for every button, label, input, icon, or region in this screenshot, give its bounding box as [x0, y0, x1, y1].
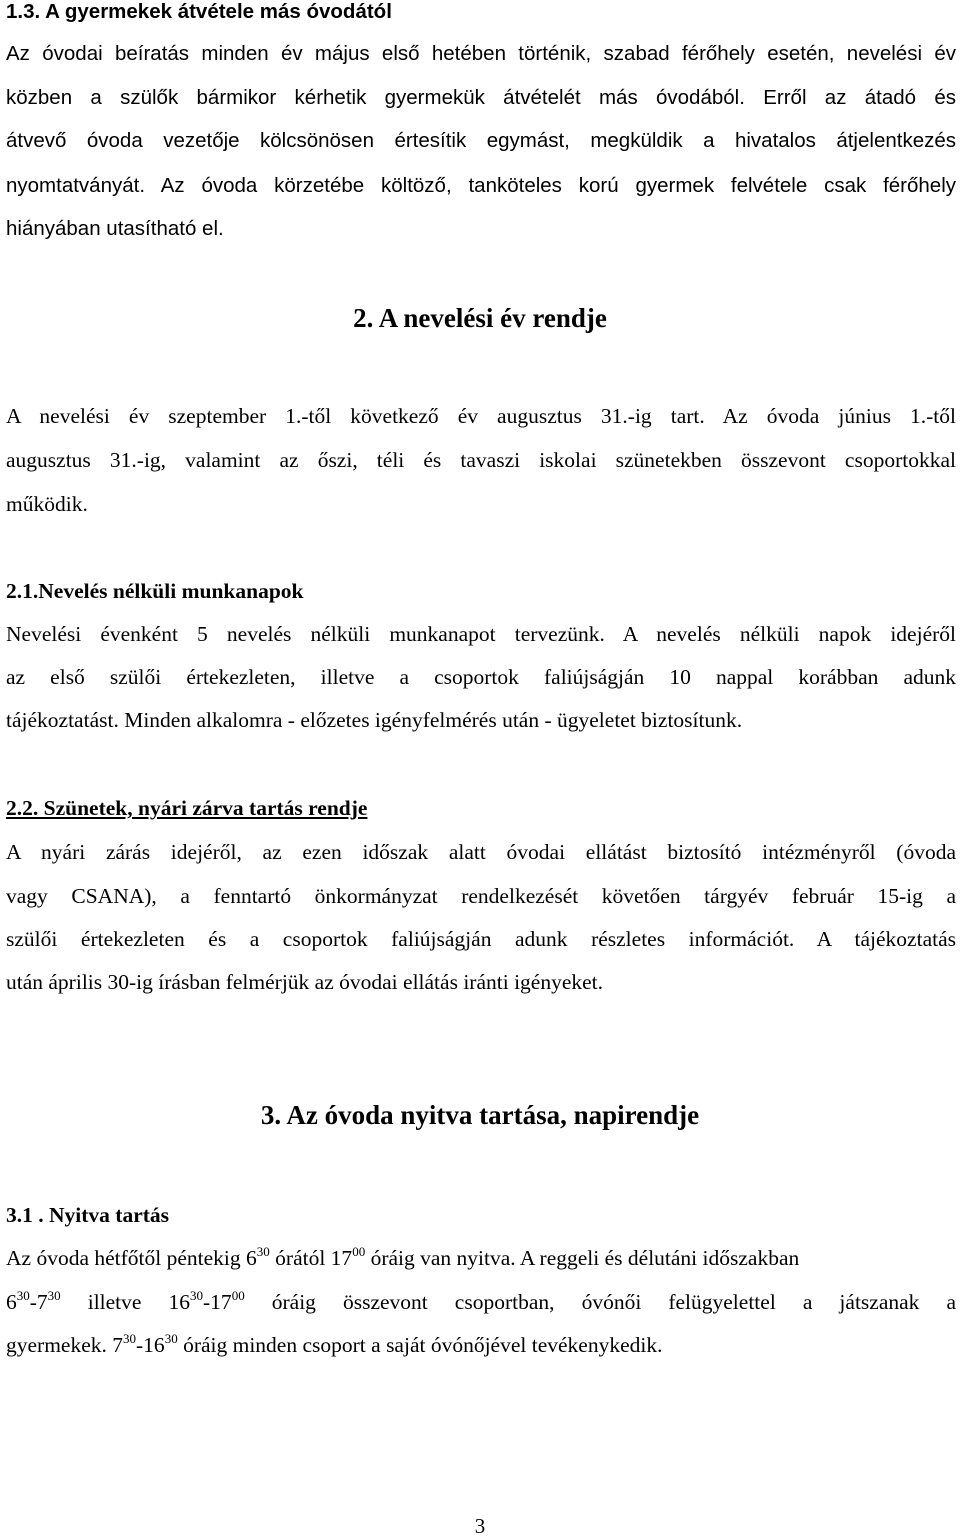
time-superscript: 30 — [256, 1244, 270, 1259]
text-run: gyermekek. 7 — [6, 1333, 124, 1357]
paragraph-line: A nevelési év szeptember 1.-től következő év augusztus 31.-ig tart. Az óvoda június 1.-től — [6, 404, 956, 428]
time-superscript: 30 — [47, 1288, 61, 1303]
text-run: illetve 16 — [60, 1290, 191, 1314]
time-superscript: 30 — [190, 1288, 204, 1303]
text-run: -17 — [203, 1290, 232, 1314]
paragraph-line: közben a szülők bármikor kérhetik gyermekük átvételét más óvodából. Erről az átadó és — [6, 86, 956, 109]
section-heading-3: 3. Az óvoda nyitva tartása, napirendje — [260, 1100, 700, 1130]
section-heading-2-2 — [6, 796, 956, 820]
section-heading-3-1: 3.1 . Nyitva tartás — [6, 1203, 170, 1227]
section-heading-2-1: 2.1.Nevelés nélküli munkanapok — [6, 579, 304, 603]
paragraph-line: hiányában utasítható el. — [6, 217, 224, 240]
time-superscript: 00 — [352, 1244, 366, 1259]
text-run: óráig minden csoport a saját óvónőjével tevékenykedik. — [177, 1333, 663, 1357]
time-superscript: 30 — [164, 1331, 178, 1346]
text-run: 6 — [6, 1290, 17, 1314]
paragraph-line: augusztus 31.-ig, valamint az őszi, téli és tavaszi iskolai szünetekben összevont csoportokkal — [6, 448, 956, 472]
text-run: óráig összevont csoportban, óvónői felügyelettel a játszanak a — [244, 1290, 957, 1314]
paragraph-line: után április 30-ig írásban felmérjük az óvodai ellátás iránti igényeket. — [6, 970, 604, 994]
paragraph-line: szülői értekezleten és a csoportok faliújságján adunk részletes információt. A tájékoztatás — [6, 927, 956, 951]
paragraph-line: Az óvodai beíratás minden év május első hetében történik, szabad férőhely esetén, nevelési év — [6, 42, 956, 65]
paragraph-line — [6, 1290, 956, 1317]
section-heading-1-3: 1.3. A gyermekek átvétele más óvodától — [6, 0, 392, 23]
text-run: órától 17 — [269, 1246, 353, 1270]
paragraph-line: vagy CSANA), a fenntartó önkormányzat rendelkezését követően tárgyév február 15-ig a — [6, 884, 956, 908]
paragraph-line: Nevelési évenként 5 nevelés nélküli munkanapot tervezünk. A nevelés nélküli napok idejéről — [6, 622, 956, 646]
paragraph-line: működik. — [6, 492, 88, 516]
page-number: 3 — [474, 1514, 486, 1538]
paragraph-line: A nyári zárás idejéről, az ezen időszak alatt óvodai ellátást biztosító intézményről (óvoda — [6, 840, 956, 864]
text-run: Az óvoda hétfőtől péntekig 6 — [6, 1246, 257, 1270]
paragraph-line: az első szülői értekezleten, illetve a csoportok faliújságján 10 nappal korábban adunk — [6, 665, 956, 689]
time-superscript: 30 — [123, 1331, 137, 1346]
paragraph-line: átvevő óvoda vezetője kölcsönösen értesítik egymást, megküldik a hivatalos átjelentkezés — [6, 129, 956, 152]
paragraph-line — [6, 1333, 956, 1360]
paragraph-line: tájékoztatást. Minden alkalomra - előzetes igényfelmérés után - ügyeletet biztosítunk. — [6, 708, 743, 732]
section-heading-2-2-text: 2.2. Szünetek, nyári zárva tartás rendje — [6, 796, 368, 820]
text-run: óráig van nyitva. A reggeli és délutáni időszakban — [365, 1246, 800, 1270]
paragraph-line: nyomtatványát. Az óvoda körzetébe költöző, tanköteles korú gyermek felvétele csak férőhely — [6, 174, 956, 197]
time-superscript: 00 — [231, 1288, 245, 1303]
section-heading-2: 2. A nevelési év rendje — [353, 303, 607, 333]
paragraph-line — [6, 1246, 956, 1273]
time-superscript: 30 — [16, 1288, 30, 1303]
text-run: -7 — [29, 1290, 48, 1314]
text-run: -16 — [136, 1333, 165, 1357]
